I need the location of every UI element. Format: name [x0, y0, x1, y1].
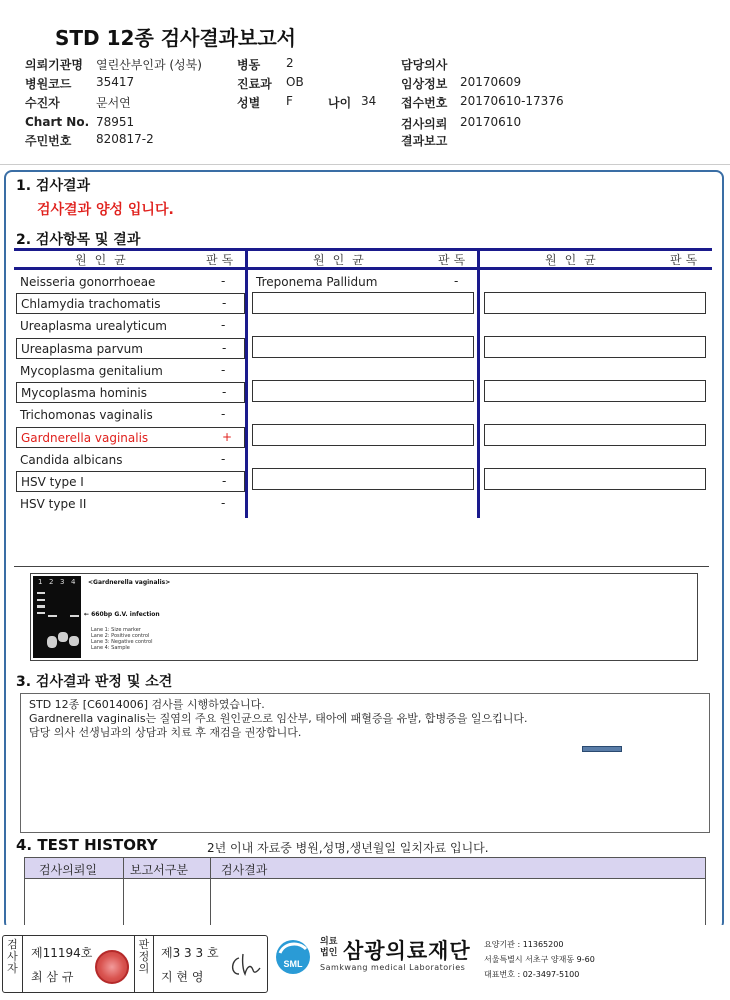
org-type-line: 의료	[320, 937, 338, 947]
org-type	[320, 937, 337, 959]
section1-title: 1. 검사결과	[16, 178, 91, 194]
history-col-request-date: 검사의뢰일	[39, 863, 97, 877]
gel-electrophoresis-image	[33, 576, 81, 658]
gel-band	[37, 592, 45, 594]
verifier-name: 지 현 영	[161, 970, 204, 984]
signature-box	[2, 935, 268, 993]
section-separator	[14, 566, 709, 567]
tester-license: 제11194호	[31, 946, 93, 960]
dept-value: OB	[286, 75, 304, 89]
sml-logo-icon	[272, 937, 314, 977]
pathogen-result-positive: +	[222, 430, 233, 444]
pathogen-name: Candida albicans	[20, 453, 123, 467]
tester-label: 검사자	[3, 936, 23, 992]
org-address: 서울특별시 서초구 양재동 9-60	[484, 955, 595, 964]
pathogen-result: -	[222, 474, 227, 488]
history-col-report-type: 보고서구분	[130, 863, 188, 877]
history-table-header	[24, 857, 706, 879]
empty-cell	[252, 380, 474, 402]
gel-band	[37, 599, 45, 601]
positive-result-text: 검사결과 양성 입니다.	[37, 202, 174, 218]
opinion-line: Gardnerella vaginalis는 질염의 주요 원인균으로 임산부, 태아에 패혈증을 유발, 합병증을 일으킵니다.	[29, 712, 528, 725]
table-row-positive	[16, 427, 245, 448]
table-row	[16, 361, 245, 382]
pathogen-name: Ureaplasma parvum	[21, 342, 143, 356]
gel-image-box	[30, 573, 698, 661]
report-title: STD 12종 검사결과보고서	[55, 26, 296, 50]
lane-number: 4	[71, 578, 76, 586]
pathogen-name: Trichomonas vaginalis	[20, 408, 153, 422]
col2-header-result: 판독	[438, 253, 470, 267]
gel-lane-legend: Lane 4: Sample	[91, 645, 130, 651]
col3-header-pathogen: 원인균	[545, 253, 604, 267]
result-report-label: 결과보고	[401, 134, 448, 148]
clinical-info-value: 20170609	[460, 75, 522, 89]
patient-value: 문서연	[96, 96, 131, 110]
gel-band	[37, 605, 45, 608]
patient-label: 수진자	[25, 96, 60, 110]
empty-cell	[484, 336, 706, 358]
dept-label: 진료과	[237, 77, 272, 91]
table-row	[16, 293, 245, 314]
ward-value: 2	[286, 56, 294, 70]
pathogen-name: Mycoplasma hominis	[21, 386, 147, 400]
verifier-signature	[227, 948, 263, 982]
report-footer	[0, 925, 730, 1000]
verifier-license: 제3 3 3 호	[161, 946, 219, 960]
empty-cell	[252, 468, 474, 490]
report-header	[0, 0, 730, 165]
logo-text: SML	[283, 959, 303, 969]
empty-cell	[252, 292, 474, 314]
table-row	[16, 272, 245, 293]
gel-lane-legend: Lane 3: Negative control	[91, 639, 153, 645]
table-col-divider-1	[245, 248, 248, 518]
gel-smear	[58, 632, 68, 642]
table-row	[16, 450, 245, 471]
pathogen-result: -	[221, 318, 226, 332]
col2-header-pathogen: 원인균	[313, 253, 372, 267]
opinion-scroll-handle[interactable]	[582, 746, 622, 752]
empty-cell	[252, 424, 474, 446]
org-type-line: 법인	[320, 948, 338, 958]
org-name-english: Samkwang medical Laboratories	[320, 963, 466, 972]
id-value: 820817-2	[96, 132, 154, 146]
empty-cell	[484, 292, 706, 314]
table-row	[252, 272, 474, 293]
col1-header-result: 판독	[206, 253, 238, 267]
pathogen-name: Chlamydia trachomatis	[21, 297, 161, 311]
clinical-info-label: 임상정보	[401, 77, 448, 91]
pathogen-name: Ureaplasma urealyticum	[20, 319, 167, 333]
pathogen-name: HSV type II	[20, 497, 87, 511]
pathogen-result: -	[221, 274, 226, 288]
doctor-label: 담당의사	[401, 58, 448, 72]
history-table-body	[24, 879, 706, 925]
id-label: 주민번호	[25, 134, 72, 148]
section3-title: 3. 검사결과 판정 및 소견	[16, 674, 173, 690]
history-note: 2년 이내 자료중 병원,성명,생년월일 일치자료 입니다.	[207, 841, 489, 855]
age-value: 34	[361, 94, 377, 108]
pathogen-name: Treponema Pallidum	[256, 275, 378, 289]
table-row	[16, 382, 245, 403]
pathogen-result: -	[222, 296, 227, 310]
pathogen-result: -	[221, 452, 226, 466]
verifier-label: 판정의	[134, 936, 154, 992]
table-row	[16, 316, 245, 337]
age-label: 나이	[328, 96, 352, 110]
tester-seal-stamp	[95, 950, 129, 984]
ward-label: 병동	[237, 58, 261, 72]
chart-label: Chart No.	[25, 115, 90, 129]
request-label: 검사의뢰	[401, 117, 448, 131]
gel-band	[37, 612, 45, 614]
gel-band	[70, 615, 79, 617]
gel-lane-legend: Lane 1: Size marker	[91, 627, 141, 633]
gel-smear	[69, 636, 79, 646]
chart-value: 78951	[96, 115, 135, 129]
table-row	[16, 494, 245, 515]
pathogen-result: -	[221, 407, 226, 421]
section2-title: 2. 검사항목 및 결과	[16, 232, 141, 248]
pathogen-result: -	[221, 363, 226, 377]
history-col-result: 검사결과	[221, 863, 268, 877]
gel-smear	[47, 636, 57, 648]
section4-title: 4. TEST HISTORY	[16, 836, 158, 854]
opinion-line: 담당 의사 선생님과의 상담과 치료 후 재검을 권장합니다.	[29, 726, 302, 739]
receipt-label: 접수번호	[401, 96, 448, 110]
pathogen-name: Neisseria gonorrhoeae	[20, 275, 156, 289]
pathogen-result: -	[222, 341, 227, 355]
sex-label: 성별	[237, 96, 261, 110]
table-row	[16, 471, 245, 492]
tester-name: 최 삼 규	[31, 970, 74, 984]
care-institution-code: 요양기관 : 11365200	[484, 940, 564, 949]
empty-cell	[484, 380, 706, 402]
gel-caption: <Gardnerella vaginalis>	[88, 579, 171, 586]
table-col-divider-2	[477, 248, 480, 518]
gel-band	[48, 615, 57, 617]
lane-number: 3	[60, 578, 65, 586]
table-row	[16, 405, 245, 426]
history-col-divider	[123, 857, 124, 925]
gel-lane-legend: Lane 2: Positive control	[91, 633, 150, 639]
pathogen-name: Gardnerella vaginalis	[21, 431, 149, 445]
gel-infection-label: ← 660bp G.V. infection	[84, 611, 160, 618]
opinion-box	[20, 693, 710, 833]
history-col-divider	[210, 857, 211, 925]
sex-value: F	[286, 94, 293, 108]
hospital-code-value: 35417	[96, 75, 135, 89]
table-row	[16, 338, 245, 359]
hospital-code-label: 병원코드	[25, 77, 72, 91]
pathogen-result: -	[454, 274, 459, 288]
pathogen-name: Mycoplasma genitalium	[20, 364, 163, 378]
empty-cell	[252, 336, 474, 358]
institution-value: 열린산부인과 (성북)	[96, 58, 202, 72]
request-value: 20170610	[460, 115, 522, 129]
pathogen-result: -	[222, 385, 227, 399]
lane-number: 2	[49, 578, 54, 586]
empty-cell	[484, 424, 706, 446]
pathogen-name: HSV type I	[21, 475, 84, 489]
org-phone: 대표번호 : 02-3497-5100	[484, 970, 580, 979]
receipt-value: 20170610-17376	[460, 94, 564, 108]
col3-header-result: 판독	[670, 253, 702, 267]
opinion-line: STD 12종 [C6014006] 검사를 시행하였습니다.	[29, 698, 265, 711]
col1-header-pathogen: 원인균	[75, 253, 134, 267]
institution-label: 의뢰기관명	[25, 58, 83, 72]
org-name: 삼광의료재단	[343, 939, 471, 963]
empty-cell	[484, 468, 706, 490]
lane-number: 1	[38, 578, 43, 586]
pathogen-result: -	[221, 496, 226, 510]
